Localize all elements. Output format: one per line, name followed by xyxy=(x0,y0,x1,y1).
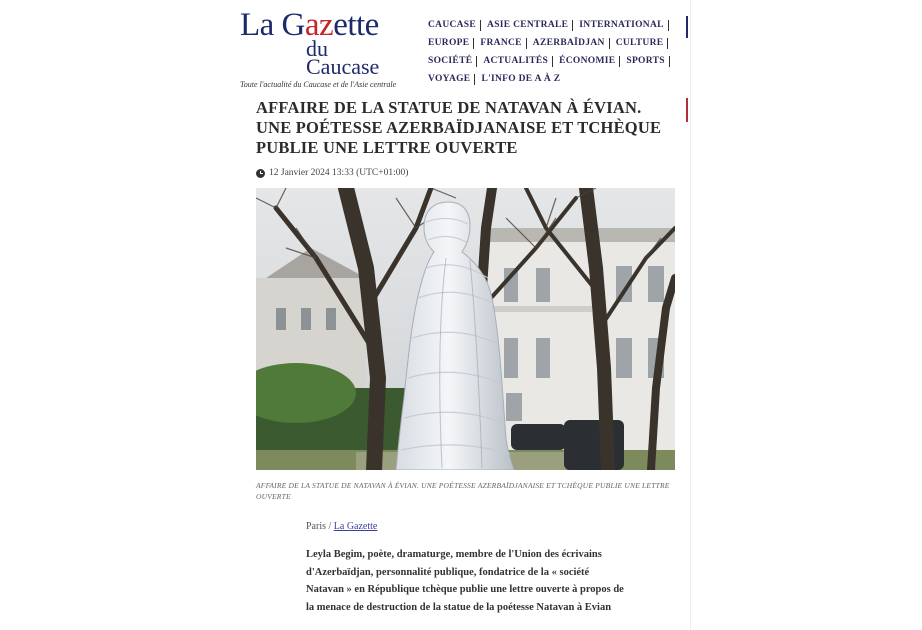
logo-text-line2: du Caucase xyxy=(306,36,380,79)
nav-item-sports[interactable]: SPORTS xyxy=(626,56,669,67)
logo-text-accent: az xyxy=(304,7,334,43)
nav-item-culture[interactable]: CULTURE xyxy=(616,38,669,49)
article-byline xyxy=(306,521,377,532)
logo-text-part2: ette xyxy=(333,7,379,43)
nav-item-societe[interactable]: SOCIÉTÉ xyxy=(428,56,477,67)
byline-city: Paris / xyxy=(306,521,332,532)
nav-item-international[interactable]: INTERNATIONAL xyxy=(579,20,669,31)
nav-item-economie[interactable]: ÉCONOMIE xyxy=(559,56,620,67)
nav-item-europe[interactable]: EUROPE xyxy=(428,38,474,49)
nav-item-azerbaidjan[interactable]: AZERBAÏDJAN xyxy=(533,38,610,49)
article-title: AFFAIRE DE LA STATUE DE NATAVAN À ÉVIAN. UNE POÉTESSE AZERBAÏDJANAISE ET TCHÈQUE PUBLIE UNE LETTRE OUVERTE xyxy=(256,98,662,157)
clock-icon xyxy=(256,169,265,178)
logo-text-part1: La G xyxy=(240,7,305,43)
photo-caption: AFFAIRE DE LA STATUE DE NATAVAN À ÉVIAN. UNE POÉTESSE AZERBAÏDJANAISE ET TCHÈQUE PUBLIE UNE LETTRE OUVERTE xyxy=(256,481,670,501)
accent-bar xyxy=(686,98,688,122)
main-nav xyxy=(428,14,665,86)
nav-row xyxy=(428,32,664,50)
nav-item-asie-centrale[interactable]: ASIE CENTRALE xyxy=(487,20,573,31)
nav-row xyxy=(428,68,658,86)
nav-item-caucase[interactable]: CAUCASE xyxy=(428,20,481,31)
article-photo xyxy=(256,188,675,470)
nav-row xyxy=(428,14,664,32)
site-logo[interactable] xyxy=(240,7,400,89)
article-date-text: 12 Janvier 2024 13:33 (UTC+01:00) xyxy=(269,168,409,178)
menu-toggle[interactable] xyxy=(686,16,688,38)
nav-row xyxy=(428,50,665,68)
byline-source-link[interactable]: La Gazette xyxy=(333,521,378,532)
site-tagline: Toute l'actualité du Caucase et de l'Asie centrale xyxy=(240,80,397,89)
nav-item-info-a-z[interactable]: L'INFO DE A À Z xyxy=(481,74,561,84)
nav-item-voyage[interactable]: VOYAGE xyxy=(428,74,475,85)
nav-item-france[interactable]: FRANCE xyxy=(480,38,526,49)
article-lead: Leyla Begim, poète, dramaturge, membre de l'Union des écrivains d'Azerbaïdjan, personnalité publique, fondatrice de la « société Natavan » en République tchèque publie une lettre ouverte à propos de la menace de destruction de la statue de la poétesse Natavan à Evian xyxy=(306,549,624,613)
nav-item-actualites[interactable]: ACTUALITÉS xyxy=(483,56,553,67)
article-date xyxy=(256,168,408,178)
